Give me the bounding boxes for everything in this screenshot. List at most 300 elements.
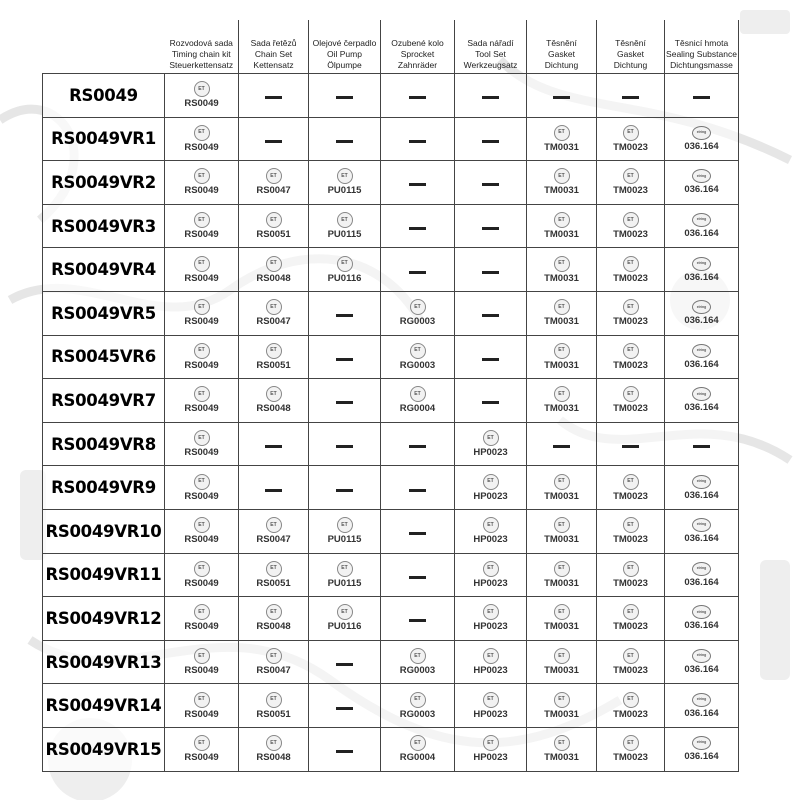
et-logo-icon: ET [623, 256, 639, 272]
part-number: RS0051 [256, 229, 291, 241]
part-number: 036.164 [684, 228, 719, 240]
part-cell [239, 727, 309, 771]
et-logo-icon: ET [266, 735, 282, 751]
part-number: TM0023 [613, 316, 648, 328]
empty-dash [336, 401, 353, 404]
part-number: TM0023 [613, 272, 648, 284]
part-number: RS0049 [184, 752, 219, 764]
et-logo-icon: ET [266, 648, 282, 664]
part-cell [165, 466, 239, 510]
part-cell [527, 640, 597, 684]
part-cell [309, 509, 381, 553]
part-cell [527, 422, 597, 466]
part-number: RS0051 [256, 359, 291, 371]
elring-logo-icon: elring [692, 344, 711, 358]
part-number: TM0031 [544, 708, 579, 720]
part-number: TM0023 [613, 577, 648, 589]
et-logo-icon: ET [623, 474, 639, 490]
empty-dash [409, 576, 426, 579]
column-header-gasket-2 [597, 20, 665, 74]
column-header-line: Timing chain kit [171, 49, 231, 59]
part-number: TM0023 [613, 665, 648, 677]
part-cell [165, 117, 239, 161]
empty-dash [336, 314, 353, 317]
part-cell [527, 727, 597, 771]
part-cell [381, 204, 455, 248]
table-row [43, 466, 739, 510]
part-number: RS0049 [184, 316, 219, 328]
et-logo-icon: ET [483, 561, 499, 577]
part-number: RS0049 [184, 359, 219, 371]
column-header-line: Dichtungsmasse [670, 60, 733, 70]
empty-dash [693, 445, 710, 448]
et-logo-icon: ET [623, 299, 639, 315]
part-number: TM0031 [544, 185, 579, 197]
empty-dash [482, 358, 499, 361]
part-cell [381, 422, 455, 466]
part-cell [381, 640, 455, 684]
part-number: TM0031 [544, 229, 579, 241]
column-header-tool-set [455, 20, 527, 74]
part-number: TM0031 [544, 316, 579, 328]
part-number: 036.164 [684, 140, 719, 152]
kit-code: RS0049VR11 [43, 553, 165, 597]
part-cell [665, 509, 739, 553]
table-row [43, 553, 739, 597]
part-cell [381, 553, 455, 597]
kit-code: RS0049VR14 [43, 684, 165, 728]
empty-dash [265, 445, 282, 448]
elring-logo-icon: elring [692, 126, 711, 140]
part-cell [527, 335, 597, 379]
part-cell [665, 379, 739, 423]
part-cell [527, 161, 597, 205]
part-number: TM0031 [544, 359, 579, 371]
part-cell [597, 379, 665, 423]
part-cell [455, 379, 527, 423]
part-cell [665, 117, 739, 161]
table-row [43, 161, 739, 205]
et-logo-icon: ET [623, 735, 639, 751]
part-number: TM0031 [544, 621, 579, 633]
empty-dash [336, 445, 353, 448]
part-number: RS0047 [256, 665, 291, 677]
empty-dash [265, 96, 282, 99]
et-logo-icon: ET [483, 430, 499, 446]
et-logo-icon: ET [410, 343, 426, 359]
part-cell [527, 74, 597, 118]
column-header-line: Sprocket [400, 49, 435, 59]
part-number: 036.164 [684, 489, 719, 501]
part-cell [381, 597, 455, 641]
part-cell [309, 161, 381, 205]
column-header-sealing-substance [665, 20, 739, 74]
header-row [43, 20, 739, 74]
part-cell [455, 684, 527, 728]
elring-logo-icon: elring [692, 649, 711, 663]
part-number: RS0049 [184, 185, 219, 197]
part-cell [527, 597, 597, 641]
part-cell [309, 248, 381, 292]
part-number: TM0031 [544, 490, 579, 502]
column-header-chain-set [239, 20, 309, 74]
column-header-line: Ozubené kolo [391, 38, 444, 48]
part-number: RS0049 [184, 141, 219, 153]
part-number: RS0051 [256, 577, 291, 589]
part-number: RS0049 [184, 577, 219, 589]
empty-dash [336, 663, 353, 666]
elring-logo-icon: elring [692, 300, 711, 314]
empty-dash [409, 140, 426, 143]
part-number: RS0047 [256, 534, 291, 546]
part-number: RS0049 [184, 665, 219, 677]
column-header-line: Tool Set [475, 49, 506, 59]
part-cell [239, 422, 309, 466]
part-cell [165, 553, 239, 597]
empty-dash [409, 445, 426, 448]
part-number: HP0023 [473, 621, 508, 633]
part-number: RS0048 [256, 621, 291, 633]
part-cell [309, 466, 381, 510]
part-cell [309, 379, 381, 423]
part-cell [455, 74, 527, 118]
column-header-timing-chain-kit [165, 20, 239, 74]
column-header-line: Těsnění [546, 38, 577, 48]
et-logo-icon: ET [194, 299, 210, 315]
part-cell [381, 379, 455, 423]
column-header-line: Sada řetězů [250, 38, 297, 48]
kit-code: RS0049VR8 [43, 422, 165, 466]
et-logo-icon: ET [266, 168, 282, 184]
et-logo-icon: ET [266, 343, 282, 359]
et-logo-icon: ET [554, 692, 570, 708]
part-cell [239, 379, 309, 423]
part-cell [309, 335, 381, 379]
et-logo-icon: ET [623, 648, 639, 664]
part-cell [239, 466, 309, 510]
et-logo-icon: ET [623, 692, 639, 708]
table-row [43, 509, 739, 553]
et-logo-icon: ET [194, 125, 210, 141]
et-logo-icon: ET [266, 212, 282, 228]
part-cell [381, 74, 455, 118]
empty-dash [336, 358, 353, 361]
table-row [43, 291, 739, 335]
elring-logo-icon: elring [692, 605, 711, 619]
part-cell [665, 161, 739, 205]
part-number: RS0049 [184, 447, 219, 459]
part-cell [665, 291, 739, 335]
part-cell [165, 335, 239, 379]
elring-logo-icon: elring [692, 562, 711, 576]
part-cell [165, 204, 239, 248]
part-cell [597, 553, 665, 597]
et-logo-icon: ET [337, 517, 353, 533]
part-number: RS0049 [184, 403, 219, 415]
elring-logo-icon: elring [692, 693, 711, 707]
part-number: TM0023 [613, 708, 648, 720]
kit-code: RS0049VR2 [43, 161, 165, 205]
column-header-line: Oil Pump [327, 49, 362, 59]
part-cell [309, 422, 381, 466]
part-cell [665, 335, 739, 379]
part-cell [381, 117, 455, 161]
part-cell [309, 553, 381, 597]
part-cell [455, 117, 527, 161]
part-number: TM0023 [613, 229, 648, 241]
part-cell [527, 553, 597, 597]
part-number: TM0031 [544, 665, 579, 677]
part-number: RS0049 [184, 708, 219, 720]
table-row [43, 597, 739, 641]
empty-dash [482, 401, 499, 404]
part-cell [665, 553, 739, 597]
kit-code: RS0049VR13 [43, 640, 165, 684]
table-row [43, 204, 739, 248]
part-cell [239, 553, 309, 597]
kit-code: RS0049VR7 [43, 379, 165, 423]
parts-table [42, 20, 739, 772]
part-number: RS0049 [184, 534, 219, 546]
kit-code: RS0049VR4 [43, 248, 165, 292]
empty-dash [482, 183, 499, 186]
empty-dash [336, 489, 353, 492]
part-number: TM0031 [544, 403, 579, 415]
part-cell [239, 117, 309, 161]
et-logo-icon: ET [337, 212, 353, 228]
part-number: 036.164 [684, 271, 719, 283]
part-cell [527, 204, 597, 248]
et-logo-icon: ET [266, 604, 282, 620]
empty-dash [409, 619, 426, 622]
part-number: HP0023 [473, 752, 508, 764]
part-number: 036.164 [684, 707, 719, 719]
part-number: RG0003 [399, 665, 436, 677]
et-logo-icon: ET [623, 125, 639, 141]
part-cell [455, 335, 527, 379]
et-logo-icon: ET [554, 299, 570, 315]
part-number: RS0051 [256, 708, 291, 720]
part-cell [381, 727, 455, 771]
part-cell [597, 74, 665, 118]
et-logo-icon: ET [194, 168, 210, 184]
et-logo-icon: ET [623, 212, 639, 228]
part-cell [455, 161, 527, 205]
part-cell [309, 597, 381, 641]
et-logo-icon: ET [194, 386, 210, 402]
elring-logo-icon: elring [692, 213, 711, 227]
et-logo-icon: ET [554, 648, 570, 664]
table-row [43, 74, 739, 118]
part-cell [309, 117, 381, 161]
part-cell [239, 509, 309, 553]
header-corner [43, 20, 165, 74]
et-logo-icon: ET [410, 692, 426, 708]
et-logo-icon: ET [483, 692, 499, 708]
kit-code: RS0045VR6 [43, 335, 165, 379]
column-header-line: Rozvodová sada [169, 38, 233, 48]
et-logo-icon: ET [266, 386, 282, 402]
et-logo-icon: ET [554, 517, 570, 533]
part-number: RS0048 [256, 752, 291, 764]
et-logo-icon: ET [266, 299, 282, 315]
column-header-line: Těsnicí hmota [674, 38, 729, 48]
part-cell [455, 291, 527, 335]
kit-code: RS0049VR5 [43, 291, 165, 335]
part-number: RG0004 [399, 752, 436, 764]
part-cell [309, 727, 381, 771]
empty-dash [693, 96, 710, 99]
column-header-line: Sada nářadí [467, 38, 514, 48]
part-cell [309, 684, 381, 728]
et-logo-icon: ET [194, 604, 210, 620]
part-cell [455, 597, 527, 641]
empty-dash [409, 183, 426, 186]
kit-code: RS0049VR10 [43, 509, 165, 553]
et-logo-icon: ET [554, 386, 570, 402]
part-cell [381, 248, 455, 292]
part-number: TM0023 [613, 359, 648, 371]
part-cell [455, 248, 527, 292]
part-cell [455, 204, 527, 248]
part-number: TM0031 [544, 272, 579, 284]
kit-code: RS0049VR1 [43, 117, 165, 161]
column-header-line: Dichtung [613, 60, 648, 70]
et-logo-icon: ET [194, 648, 210, 664]
part-number: RS0048 [256, 403, 291, 415]
part-cell [665, 640, 739, 684]
part-number: TM0023 [613, 403, 648, 415]
et-logo-icon: ET [410, 648, 426, 664]
empty-dash [622, 445, 639, 448]
elring-logo-icon: elring [692, 257, 711, 271]
et-logo-icon: ET [266, 692, 282, 708]
empty-dash [482, 314, 499, 317]
part-number: 036.164 [684, 620, 719, 632]
part-cell [309, 74, 381, 118]
part-cell [597, 204, 665, 248]
kit-code: RS0049VR15 [43, 727, 165, 771]
et-logo-icon: ET [483, 735, 499, 751]
part-cell [455, 422, 527, 466]
et-logo-icon: ET [194, 735, 210, 751]
empty-dash [553, 445, 570, 448]
part-number: PU0116 [327, 272, 362, 284]
table-row [43, 335, 739, 379]
part-cell [165, 727, 239, 771]
empty-dash [336, 140, 353, 143]
part-cell [597, 291, 665, 335]
elring-logo-icon: elring [692, 169, 711, 183]
empty-dash [409, 227, 426, 230]
et-logo-icon: ET [266, 517, 282, 533]
part-cell [527, 248, 597, 292]
part-cell [239, 248, 309, 292]
part-number: RS0049 [184, 272, 219, 284]
empty-dash [336, 707, 353, 710]
part-number: TM0023 [613, 185, 648, 197]
part-cell [165, 597, 239, 641]
part-number: TM0031 [544, 752, 579, 764]
column-header-line: Steuerkettensatz [169, 60, 234, 70]
et-logo-icon: ET [623, 561, 639, 577]
et-logo-icon: ET [194, 692, 210, 708]
empty-dash [482, 96, 499, 99]
et-logo-icon: ET [194, 81, 210, 97]
empty-dash [409, 532, 426, 535]
part-number: TM0023 [613, 621, 648, 633]
part-number: PU0115 [327, 534, 362, 546]
column-header-line: Kettensatz [253, 60, 294, 70]
part-cell [165, 684, 239, 728]
column-header-line: Ölpumpe [327, 60, 362, 70]
empty-dash [553, 96, 570, 99]
part-number: RS0047 [256, 185, 291, 197]
part-number: TM0031 [544, 577, 579, 589]
part-cell [165, 422, 239, 466]
part-number: TM0023 [613, 752, 648, 764]
part-number: RS0049 [184, 98, 219, 110]
column-header-line: Chain Set [254, 49, 293, 59]
et-logo-icon: ET [623, 168, 639, 184]
table-row [43, 727, 739, 771]
part-cell [665, 727, 739, 771]
part-cell [455, 553, 527, 597]
part-cell [239, 204, 309, 248]
part-cell [665, 466, 739, 510]
part-cell [597, 640, 665, 684]
part-cell [455, 640, 527, 684]
part-cell [455, 727, 527, 771]
et-logo-icon: ET [410, 735, 426, 751]
part-number: TM0031 [544, 141, 579, 153]
et-logo-icon: ET [554, 474, 570, 490]
column-header-line: Gasket [548, 49, 575, 59]
table-row [43, 640, 739, 684]
part-cell [239, 74, 309, 118]
part-number: HP0023 [473, 708, 508, 720]
part-number: PU0115 [327, 229, 362, 241]
part-cell [165, 640, 239, 684]
part-cell [597, 727, 665, 771]
et-logo-icon: ET [337, 256, 353, 272]
kit-code: RS0049VR12 [43, 597, 165, 641]
part-cell [309, 640, 381, 684]
part-number: PU0115 [327, 185, 362, 197]
elring-logo-icon: elring [692, 518, 711, 532]
part-cell [165, 161, 239, 205]
part-cell [165, 379, 239, 423]
empty-dash [409, 271, 426, 274]
part-cell [239, 161, 309, 205]
part-cell [165, 291, 239, 335]
et-logo-icon: ET [554, 343, 570, 359]
et-logo-icon: ET [554, 168, 570, 184]
column-header-line: Werkzeugsatz [463, 60, 518, 70]
part-cell [165, 74, 239, 118]
part-cell [309, 204, 381, 248]
part-cell [381, 335, 455, 379]
part-cell [665, 74, 739, 118]
part-number: HP0023 [473, 534, 508, 546]
part-cell [455, 509, 527, 553]
column-header-gasket-1 [527, 20, 597, 74]
part-number: TM0023 [613, 490, 648, 502]
column-header-line: Zahnräder [397, 60, 438, 70]
part-number: RG0004 [399, 403, 436, 415]
part-number: RS0049 [184, 229, 219, 241]
part-number: HP0023 [473, 447, 508, 459]
